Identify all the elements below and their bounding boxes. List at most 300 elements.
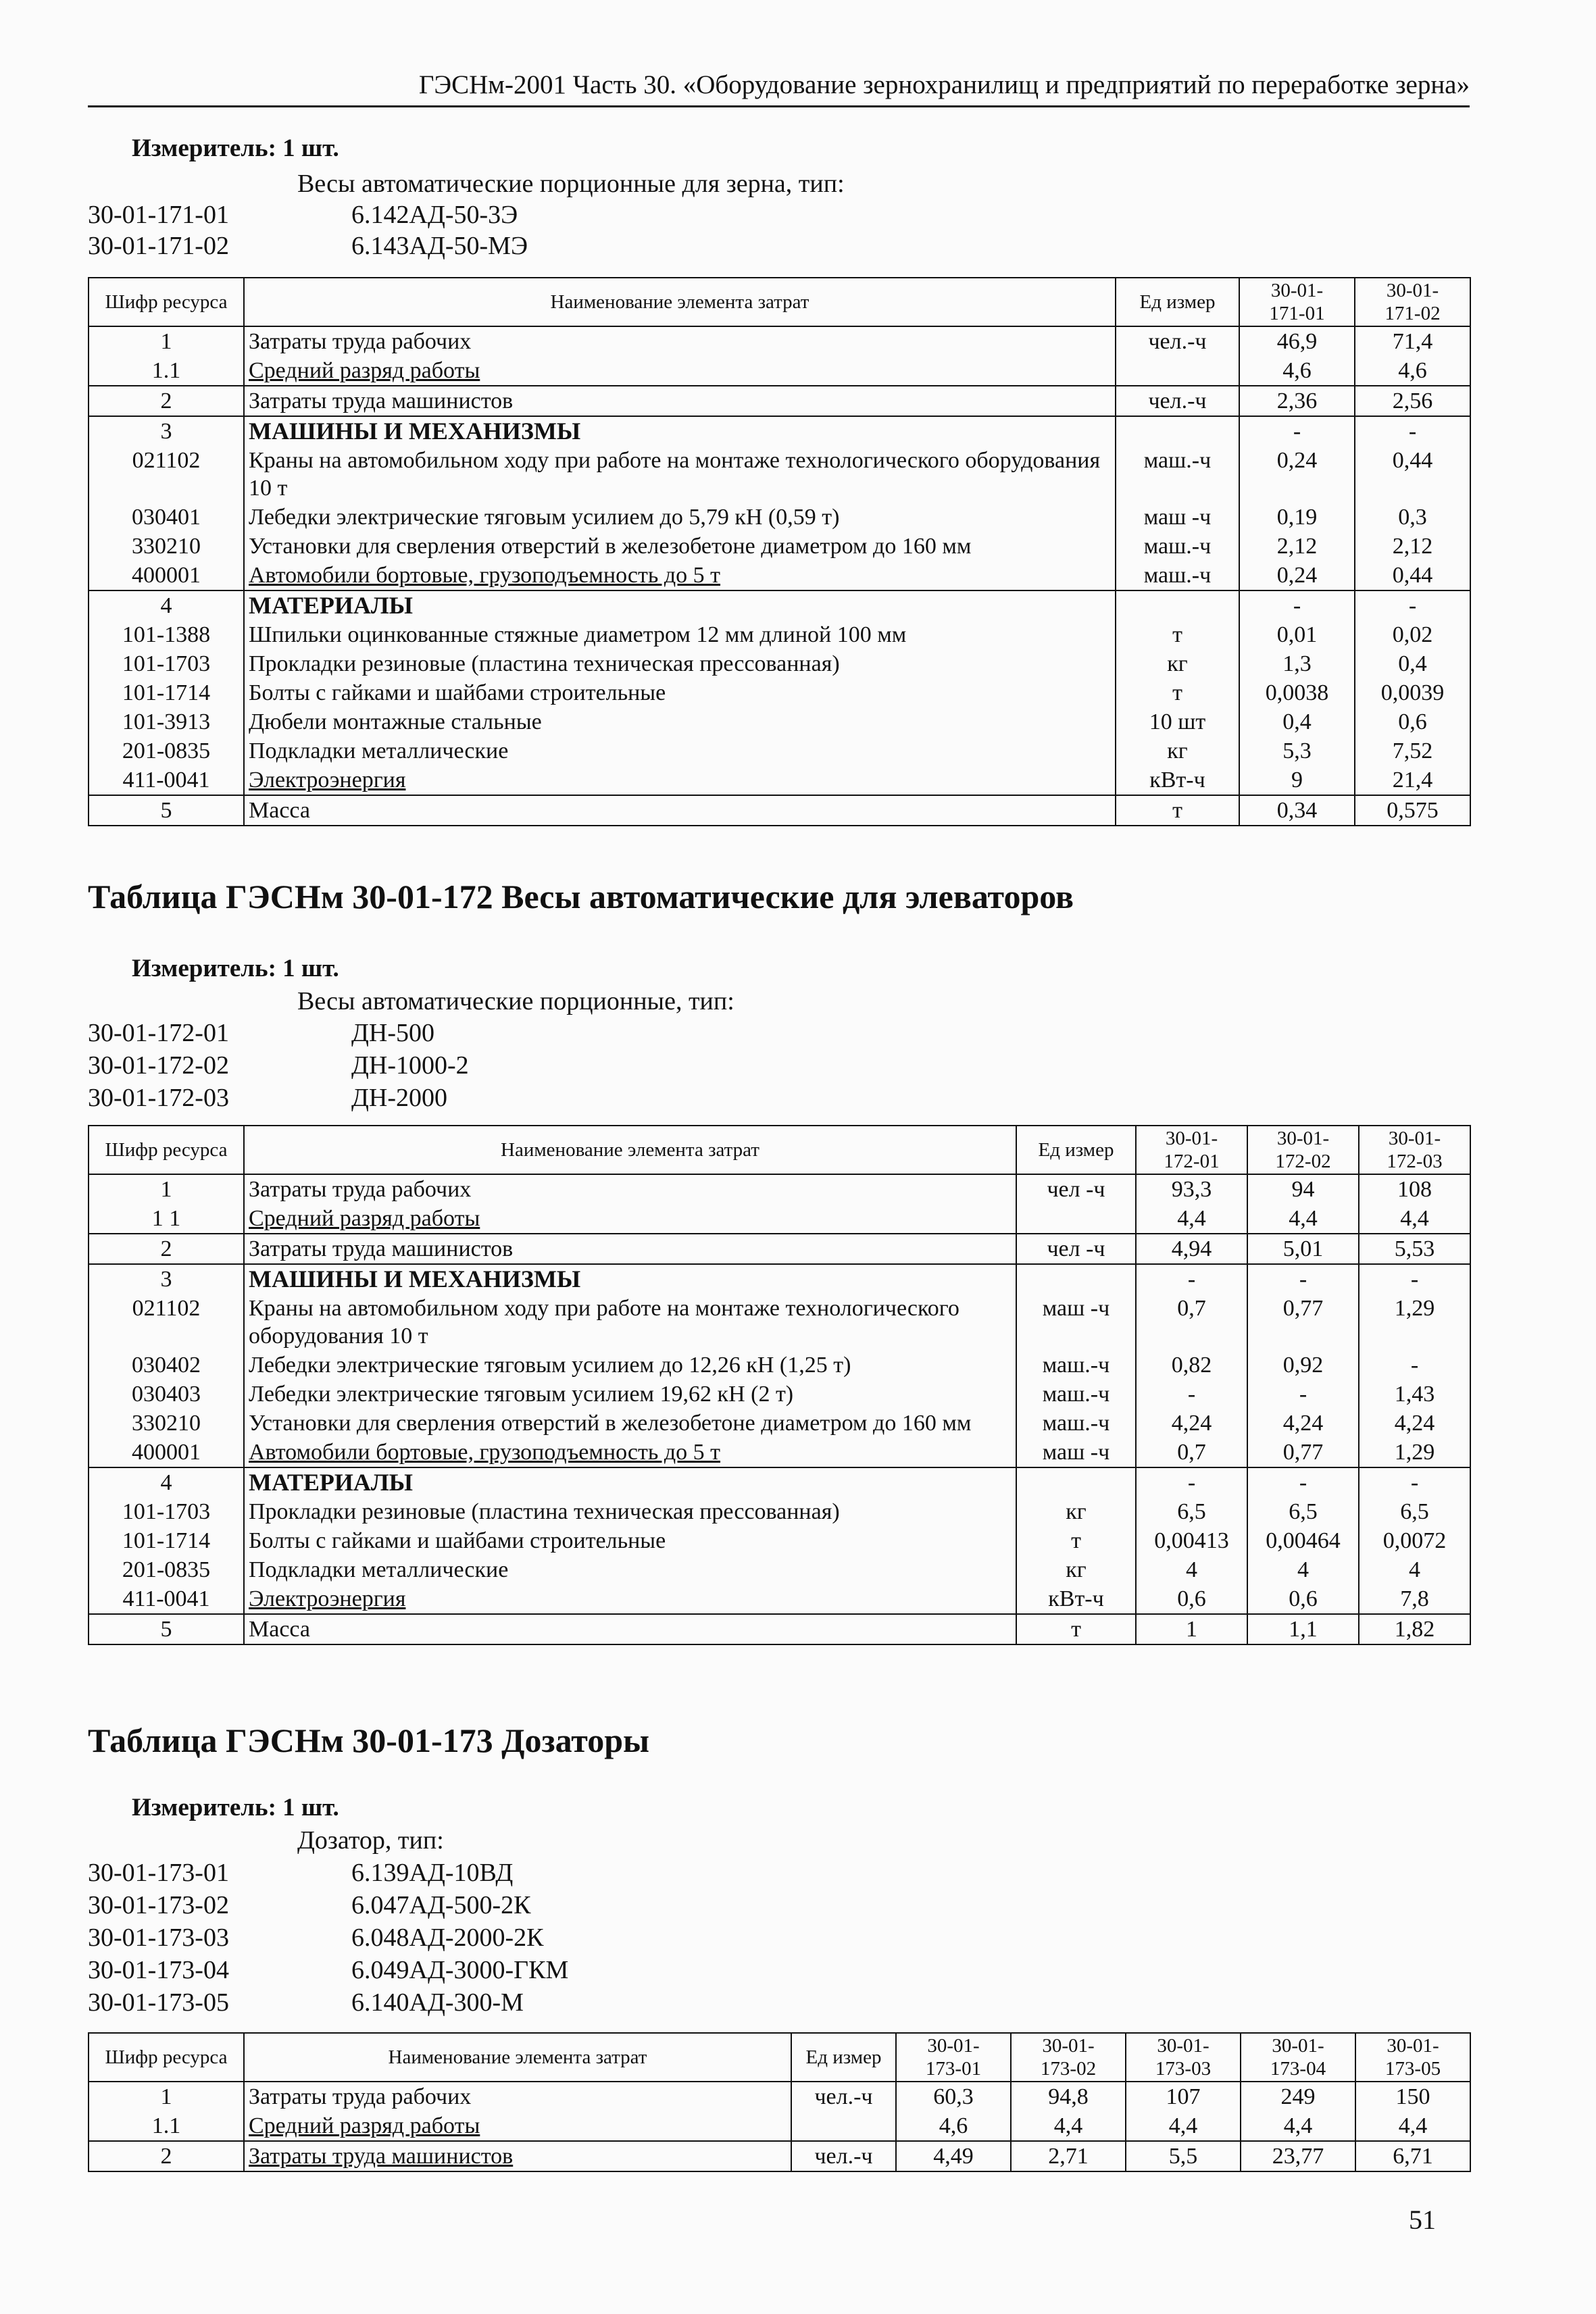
cell-name — [244, 503, 1116, 532]
cell-value: 0,34 — [1239, 795, 1355, 826]
header-variant: 30-01- 173-04 — [1241, 2033, 1355, 2082]
table-row — [89, 736, 1470, 765]
cell-name-text: Автомобили бортовые, грузоподъемность до 5 т — [249, 1440, 721, 1465]
cell-value: 4,4 — [1355, 2111, 1470, 2141]
cell-value: 2,36 — [1239, 386, 1355, 416]
cell-unit: чел.-ч — [1116, 386, 1239, 416]
cell-code: 101-3913 — [89, 707, 244, 736]
cell-value: - — [1359, 1351, 1470, 1380]
cell-value: 4,6 — [1239, 356, 1355, 386]
cell-value: - — [1239, 590, 1355, 620]
cell-name-text: Болты с гайками и шайбами строительные — [249, 1528, 666, 1553]
cell-value: 150 — [1355, 2082, 1470, 2111]
cell-unit: чел.-ч — [791, 2141, 896, 2171]
table-row — [89, 356, 1470, 386]
cell-name-text: Средний разряд работы — [249, 358, 480, 383]
cell-code: 201-0835 — [89, 736, 244, 765]
cell-code: 101-1388 — [89, 620, 244, 649]
cell-code: 5 — [89, 795, 244, 826]
cell-name — [244, 765, 1116, 795]
cell-name — [244, 620, 1116, 649]
header-name: Наименование элемента затрат — [244, 278, 1116, 326]
cell-code: 330210 — [89, 1409, 244, 1438]
cell-value: 2,56 — [1355, 386, 1470, 416]
header-name: Наименование элемента затрат — [244, 1126, 1016, 1174]
table-row — [89, 590, 1470, 620]
cell-unit: маш -ч — [1016, 1294, 1136, 1351]
resource-table-173 — [88, 2032, 1471, 2172]
cell-name — [244, 532, 1116, 561]
cell-unit: маш.-ч — [1016, 1380, 1136, 1409]
cell-value: 4,4 — [1247, 1204, 1359, 1234]
cell-value: 0,77 — [1247, 1294, 1359, 1351]
cell-value: 0,4 — [1355, 649, 1470, 678]
cell-code: 2 — [89, 386, 244, 416]
cell-unit: чел.-ч — [1116, 326, 1239, 356]
cell-unit: чел -ч — [1016, 1174, 1136, 1204]
measure-label: Измеритель: — [132, 955, 276, 982]
cell-unit — [1116, 356, 1239, 386]
cell-value: 23,77 — [1241, 2141, 1355, 2171]
cell-name-text: Затраты труда машинистов — [249, 1236, 514, 1261]
cell-name — [244, 356, 1116, 386]
cell-value: 71,4 — [1355, 326, 1470, 356]
cell-value: 5,5 — [1126, 2141, 1241, 2171]
cell-value: 4,4 — [1241, 2111, 1355, 2141]
cell-value: 0,575 — [1355, 795, 1470, 826]
cell-name-text: Средний разряд работы — [249, 1206, 480, 1231]
variant-description: Весы автоматические порционные, тип: — [297, 987, 734, 1015]
variant-type: ДН-1000-2 — [351, 1051, 469, 1080]
cell-unit — [1016, 1264, 1136, 1294]
table-header-row — [89, 278, 1470, 326]
cell-unit — [1116, 590, 1239, 620]
table-header-row — [89, 2033, 1470, 2082]
cell-name-text: МАШИНЫ И МЕХАНИЗМЫ — [249, 1265, 581, 1292]
cell-value: 7,52 — [1355, 736, 1470, 765]
cell-value: 0,44 — [1355, 446, 1470, 503]
cell-value: 5,01 — [1247, 1234, 1359, 1264]
table-row — [89, 1497, 1470, 1526]
cell-code: 411-0041 — [89, 1584, 244, 1614]
cell-name-text: Лебедки электрические тяговым усилием до 12,26 кН (1,25 т) — [249, 1353, 851, 1378]
cell-name-text: МАШИНЫ И МЕХАНИЗМЫ — [249, 418, 581, 445]
variant-code: 30-01-172-03 — [88, 1084, 229, 1112]
header-unit: Ед измер — [1116, 278, 1239, 326]
table-row — [89, 561, 1470, 590]
cell-value: 0,01 — [1239, 620, 1355, 649]
cell-value: 6,5 — [1136, 1497, 1247, 1526]
cell-code: 4 — [89, 1467, 244, 1497]
table-row — [89, 649, 1470, 678]
variant-code: 30-01-171-01 — [88, 201, 229, 229]
cell-value: 1,82 — [1359, 1614, 1470, 1644]
cell-unit: маш -ч — [1116, 503, 1239, 532]
table-row — [89, 620, 1470, 649]
cell-unit — [791, 2111, 896, 2141]
cell-value: 4,24 — [1247, 1409, 1359, 1438]
cell-value: - — [1355, 416, 1470, 446]
cell-name-text: Установки для сверления отверстий в железобетоне диаметром до 160 мм — [249, 1411, 972, 1436]
cell-value: 4,24 — [1136, 1409, 1247, 1438]
cell-value: 21,4 — [1355, 765, 1470, 795]
cell-unit: т — [1116, 678, 1239, 707]
variant-code: 30-01-172-01 — [88, 1019, 229, 1047]
page-number: 51 — [1409, 2205, 1436, 2235]
cell-value: 93,3 — [1136, 1174, 1247, 1204]
cell-value: 1,3 — [1239, 649, 1355, 678]
cell-value: 2,12 — [1239, 532, 1355, 561]
cell-name-text: Лебедки электрические тяговым усилием 19,62 кН (2 т) — [249, 1382, 794, 1407]
cell-code: 330210 — [89, 532, 244, 561]
cell-value: 0,24 — [1239, 446, 1355, 503]
variant-description: Весы автоматические порционные для зерна, тип: — [297, 170, 845, 198]
cell-value: 4 — [1359, 1555, 1470, 1584]
cell-unit: маш.-ч — [1116, 532, 1239, 561]
cell-value: 2,71 — [1011, 2141, 1126, 2171]
cell-value: 4,49 — [896, 2141, 1011, 2171]
cell-value: 1,1 — [1247, 1614, 1359, 1644]
cell-value: 0,4 — [1239, 707, 1355, 736]
cell-name — [244, 2082, 791, 2111]
variant-code: 30-01-173-02 — [88, 1891, 229, 1919]
cell-code: 1 — [89, 326, 244, 356]
resource-table-171 — [88, 277, 1471, 826]
cell-name-text: МАТЕРИАЛЫ — [249, 592, 413, 619]
cell-name — [244, 649, 1116, 678]
cell-value: 4,4 — [1136, 1204, 1247, 1234]
header-unit: Ед измер — [1016, 1126, 1136, 1174]
cell-value: 4,4 — [1011, 2111, 1126, 2141]
cell-name — [244, 678, 1116, 707]
cell-name — [244, 446, 1116, 503]
variant-type: 6.048АД-2000-2К — [351, 1923, 544, 1952]
cell-value: 1,29 — [1359, 1438, 1470, 1467]
cell-code: 021102 — [89, 1294, 244, 1351]
cell-code: 201-0835 — [89, 1555, 244, 1584]
cell-name — [244, 1614, 1016, 1644]
variant-code: 30-01-173-05 — [88, 1988, 229, 2017]
cell-value: 0,3 — [1355, 503, 1470, 532]
cell-name — [244, 1584, 1016, 1614]
cell-unit: т — [1016, 1614, 1136, 1644]
variant-type: 6.143АД-50-МЭ — [351, 232, 528, 260]
table-row — [89, 678, 1470, 707]
cell-name-text: Масса — [249, 1617, 311, 1642]
cell-name — [244, 561, 1116, 590]
cell-value: 94 — [1247, 1174, 1359, 1204]
header-code: Шифр ресурса — [89, 278, 244, 326]
cell-code: 5 — [89, 1614, 244, 1644]
header-unit: Ед измер — [791, 2033, 896, 2082]
cell-name — [244, 795, 1116, 826]
header-variant: 30-01- 172-01 — [1136, 1126, 1247, 1174]
cell-value: 0,6 — [1247, 1584, 1359, 1614]
cell-name-text: Прокладки резиновые (пластина техническая прессованная) — [249, 651, 840, 676]
cell-name — [244, 2141, 791, 2171]
cell-value: 0,0038 — [1239, 678, 1355, 707]
table-row — [89, 1174, 1470, 1204]
cell-unit: т — [1016, 1526, 1136, 1555]
header-variant: 30-01- 172-03 — [1359, 1126, 1470, 1174]
cell-code: 021102 — [89, 446, 244, 503]
cell-code: 101-1714 — [89, 1526, 244, 1555]
cell-unit: маш.-ч — [1116, 446, 1239, 503]
measure-value: 1 шт. — [282, 134, 339, 162]
cell-value: - — [1239, 416, 1355, 446]
variant-code: 30-01-172-02 — [88, 1051, 229, 1080]
measure-label: Измеритель: — [132, 134, 276, 162]
cell-value: 60,3 — [896, 2082, 1011, 2111]
cell-unit — [1016, 1467, 1136, 1497]
cell-code: 3 — [89, 1264, 244, 1294]
table-row — [89, 795, 1470, 826]
header-variant: 30-01- 173-03 — [1126, 2033, 1241, 2082]
table-title-172: Таблица ГЭСНм 30-01-172 Весы автоматические для элеваторов — [88, 878, 1074, 915]
cell-name — [244, 386, 1116, 416]
cell-value: - — [1136, 1380, 1247, 1409]
cell-code: 411-0041 — [89, 765, 244, 795]
cell-code: 101-1703 — [89, 649, 244, 678]
cell-unit: т — [1116, 795, 1239, 826]
cell-value: 108 — [1359, 1174, 1470, 1204]
cell-value: 0,0039 — [1355, 678, 1470, 707]
table-row — [89, 1264, 1470, 1294]
cell-code: 1.1 — [89, 356, 244, 386]
cell-value: 1,43 — [1359, 1380, 1470, 1409]
cell-value: 0,44 — [1355, 561, 1470, 590]
cell-name — [244, 326, 1116, 356]
variant-type: 6.139АД-10ВД — [351, 1859, 514, 1887]
table-row — [89, 446, 1470, 503]
table-row — [89, 1380, 1470, 1409]
cell-name — [244, 1380, 1016, 1409]
header-variant: 30-01- 173-05 — [1355, 2033, 1470, 2082]
cell-value: 4 — [1136, 1555, 1247, 1584]
cell-name — [244, 1467, 1016, 1497]
cell-code: 1 — [89, 1174, 244, 1204]
cell-name-text: Электроэнергия — [249, 1586, 406, 1611]
table-row — [89, 1438, 1470, 1467]
cell-name-text: МАТЕРИАЛЫ — [249, 1469, 413, 1496]
cell-unit: кВт-ч — [1016, 1584, 1136, 1614]
table-row — [89, 2141, 1470, 2171]
cell-value: 0,82 — [1136, 1351, 1247, 1380]
cell-value: 4,24 — [1359, 1409, 1470, 1438]
cell-value: 107 — [1126, 2082, 1241, 2111]
cell-value: 0,6 — [1136, 1584, 1247, 1614]
measure-value: 1 шт. — [282, 1794, 339, 1821]
cell-unit: т — [1116, 620, 1239, 649]
cell-value: 0,6 — [1355, 707, 1470, 736]
cell-name-text: Болты с гайками и шайбами строительные — [249, 680, 666, 705]
cell-unit: 10 шт — [1116, 707, 1239, 736]
cell-value: 0,92 — [1247, 1351, 1359, 1380]
table-title-173: Таблица ГЭСНм 30-01-173 Дозаторы — [88, 1721, 650, 1759]
resource-table-172 — [88, 1125, 1471, 1645]
cell-value: 4,94 — [1136, 1234, 1247, 1264]
header-code: Шифр ресурса — [89, 1126, 244, 1174]
cell-value: 94,8 — [1011, 2082, 1126, 2111]
cell-unit: чел.-ч — [791, 2082, 896, 2111]
cell-code: 3 — [89, 416, 244, 446]
cell-name-text: Шпильки оцинкованные стяжные диаметром 12 мм длиной 100 мм — [249, 622, 907, 647]
cell-value: 5,53 — [1359, 1234, 1470, 1264]
cell-code: 1 — [89, 2082, 244, 2111]
table-row — [89, 707, 1470, 736]
variant-code: 30-01-173-03 — [88, 1923, 229, 1952]
table-row — [89, 1584, 1470, 1614]
cell-unit: кг — [1116, 649, 1239, 678]
table-row — [89, 1526, 1470, 1555]
cell-name-text: Затраты труда рабочих — [249, 2084, 472, 2109]
measure-line-1 — [132, 132, 339, 165]
header-variant: 30-01- 173-01 — [896, 2033, 1011, 2082]
cell-code: 030401 — [89, 503, 244, 532]
cell-name-text: Затраты труда рабочих — [249, 1177, 472, 1202]
cell-name-text: Затраты труда машинистов — [249, 2144, 514, 2169]
cell-value: 7,8 — [1359, 1584, 1470, 1614]
table-row — [89, 1204, 1470, 1234]
cell-name-text: Электроэнергия — [249, 768, 406, 793]
cell-unit: маш.-ч — [1116, 561, 1239, 590]
cell-name-text: Затраты труда рабочих — [249, 329, 472, 354]
cell-unit: кВт-ч — [1116, 765, 1239, 795]
cell-name — [244, 1526, 1016, 1555]
cell-unit: кг — [1016, 1555, 1136, 1584]
table-row — [89, 532, 1470, 561]
cell-value: 4,4 — [1126, 2111, 1241, 2141]
cell-code: 2 — [89, 1234, 244, 1264]
cell-name — [244, 1264, 1016, 1294]
variant-type: 6.142АД-50-3Э — [351, 201, 518, 229]
measure-line-2 — [132, 953, 339, 985]
cell-name-text: Масса — [249, 798, 311, 823]
cell-code: 030403 — [89, 1380, 244, 1409]
table-row — [89, 1409, 1470, 1438]
cell-name — [244, 2111, 791, 2141]
cell-name-text: Дюбели монтажные стальные — [249, 709, 542, 734]
cell-name — [244, 416, 1116, 446]
cell-value: 6,5 — [1359, 1497, 1470, 1526]
cell-name — [244, 1497, 1016, 1526]
cell-value: 1,29 — [1359, 1294, 1470, 1351]
cell-value: - — [1247, 1467, 1359, 1497]
table-row — [89, 2082, 1470, 2111]
cell-value: 0,00464 — [1247, 1526, 1359, 1555]
measure-value: 1 шт. — [282, 955, 339, 982]
table-row — [89, 1555, 1470, 1584]
cell-value: - — [1247, 1264, 1359, 1294]
cell-name-text: Лебедки электрические тяговым усилием до 5,79 кН (0,59 т) — [249, 505, 840, 530]
cell-code: 101-1714 — [89, 678, 244, 707]
cell-value: - — [1359, 1467, 1470, 1497]
cell-value: - — [1247, 1380, 1359, 1409]
table-row — [89, 765, 1470, 795]
header-variant: 30-01- 171-01 — [1239, 278, 1355, 326]
measure-label: Измеритель: — [132, 1794, 276, 1821]
cell-unit: кг — [1016, 1497, 1136, 1526]
cell-code: 400001 — [89, 561, 244, 590]
cell-name-text: Подкладки металлические — [249, 1557, 509, 1582]
cell-name — [244, 1204, 1016, 1234]
cell-unit: маш.-ч — [1016, 1351, 1136, 1380]
table-row — [89, 326, 1470, 356]
cell-name-text: Затраты труда машинистов — [249, 388, 514, 413]
header-name: Наименование элемента затрат — [244, 2033, 791, 2082]
variant-code: 30-01-171-02 — [88, 232, 229, 260]
cell-value: 0,7 — [1136, 1294, 1247, 1351]
variant-description: Дозатор, тип: — [297, 1826, 444, 1855]
cell-value: 0,19 — [1239, 503, 1355, 532]
cell-code: 4 — [89, 590, 244, 620]
cell-value: 46,9 — [1239, 326, 1355, 356]
cell-value: 249 — [1241, 2082, 1355, 2111]
table-row — [89, 1234, 1470, 1264]
cell-code: 1 1 — [89, 1204, 244, 1234]
table-row — [89, 416, 1470, 446]
cell-value: 6,5 — [1247, 1497, 1359, 1526]
table-row — [89, 1294, 1470, 1351]
cell-name-text: Краны на автомобильном ходу при работе на монтаже технологического оборудования 10 т — [249, 448, 1101, 501]
cell-code: 1.1 — [89, 2111, 244, 2141]
cell-value: 6,71 — [1355, 2141, 1470, 2171]
header-variant: 30-01- 171-02 — [1355, 278, 1470, 326]
cell-unit: маш -ч — [1016, 1438, 1136, 1467]
cell-unit — [1116, 416, 1239, 446]
cell-value: 0,7 — [1136, 1438, 1247, 1467]
cell-name-text: Средний разряд работы — [249, 2113, 480, 2138]
running-header: ГЭСНм-2001 Часть 30. «Оборудование зернохранилищ и предприятий по переработке зерна» — [88, 68, 1470, 107]
variant-type: 6.140АД-300-М — [351, 1988, 524, 2017]
cell-value: 0,02 — [1355, 620, 1470, 649]
cell-code: 030402 — [89, 1351, 244, 1380]
cell-name-text: Подкладки металлические — [249, 738, 509, 763]
table-header-row — [89, 1126, 1470, 1174]
header-variant: 30-01- 173-02 — [1011, 2033, 1126, 2082]
cell-name — [244, 1409, 1016, 1438]
cell-value: 0,77 — [1247, 1438, 1359, 1467]
cell-value: - — [1359, 1264, 1470, 1294]
table-row — [89, 2111, 1470, 2141]
header-code: Шифр ресурса — [89, 2033, 244, 2082]
cell-value: 0,00413 — [1136, 1526, 1247, 1555]
cell-name-text: Автомобили бортовые, грузоподъемность до 5 т — [249, 563, 721, 588]
cell-unit — [1016, 1204, 1136, 1234]
cell-value: 0,0072 — [1359, 1526, 1470, 1555]
cell-value: 4,6 — [896, 2111, 1011, 2141]
cell-name — [244, 590, 1116, 620]
cell-name-text: Установки для сверления отверстий в железобетоне диаметром до 160 мм — [249, 534, 972, 559]
cell-value: 4,4 — [1359, 1204, 1470, 1234]
header-variant: 30-01- 172-02 — [1247, 1126, 1359, 1174]
cell-value: 1 — [1136, 1614, 1247, 1644]
cell-value: 4 — [1247, 1555, 1359, 1584]
cell-value: - — [1136, 1467, 1247, 1497]
cell-unit: маш.-ч — [1016, 1409, 1136, 1438]
cell-name — [244, 1294, 1016, 1351]
table-row — [89, 386, 1470, 416]
measure-line-3 — [132, 1792, 339, 1824]
cell-name — [244, 1351, 1016, 1380]
variant-type: 6.049АД-3000-ГКМ — [351, 1956, 569, 1984]
cell-name — [244, 1234, 1016, 1264]
cell-code: 101-1703 — [89, 1497, 244, 1526]
cell-value: 4,6 — [1355, 356, 1470, 386]
variant-code: 30-01-173-04 — [88, 1956, 229, 1984]
cell-code: 400001 — [89, 1438, 244, 1467]
cell-value: 0,24 — [1239, 561, 1355, 590]
